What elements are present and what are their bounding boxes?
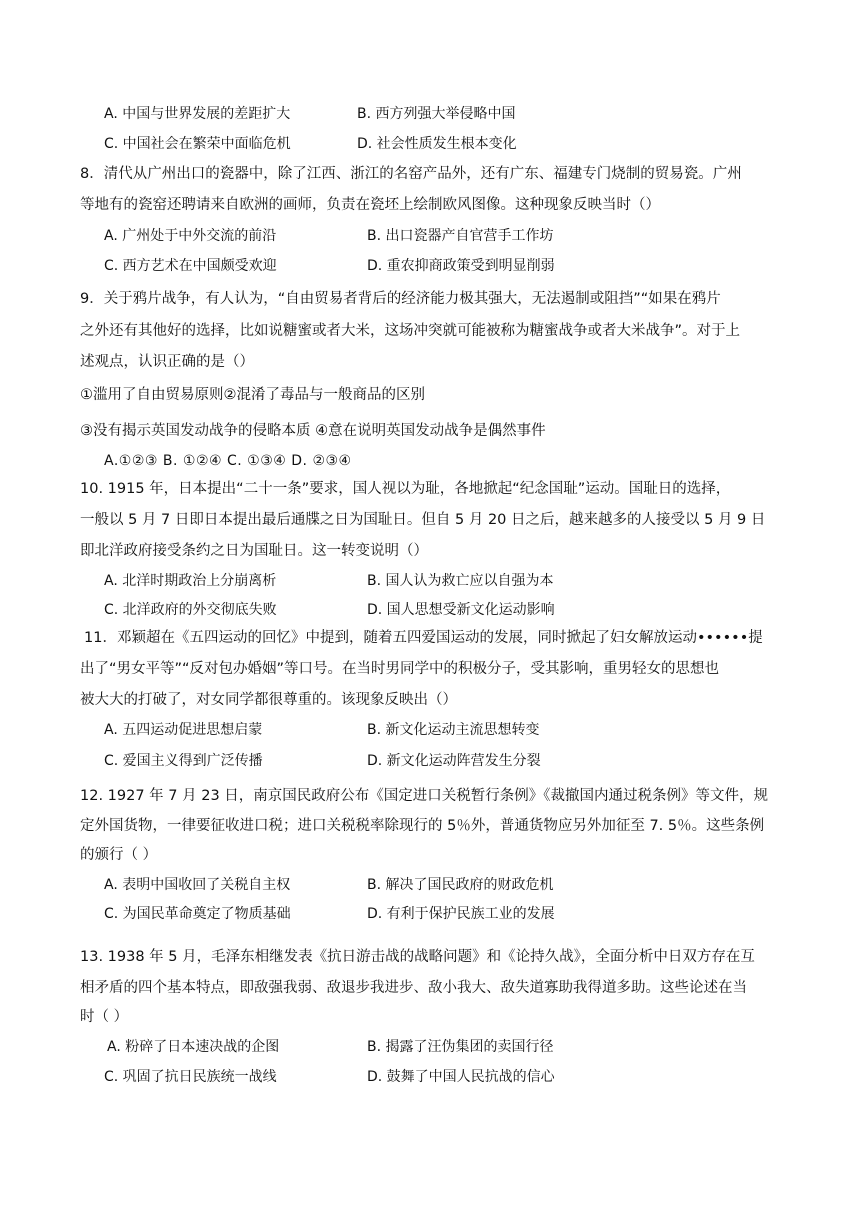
q12-option-a: A. 表明中国收回了关税自主权 bbox=[104, 877, 291, 893]
q11-stem-line2: 出了“男女平等”“反对包办婚姻”等口号。在当时男同学中的积极分子，受其影响，重男轻女的思想也 bbox=[80, 661, 720, 677]
q9-statements-1-2: ①滥用了自由贸易原则②混淆了毒品与一般商品的区别 bbox=[80, 387, 425, 403]
q12-option-c: C. 为国民革命奠定了物质基础 bbox=[104, 906, 291, 922]
q8-option-d: D. 重农抑商政策受到明显削弱 bbox=[367, 258, 555, 274]
q9-stem-line2: 之外还有其他好的选择，比如说糖蜜或者大米，这场冲突就可能被称为糖蜜战争或者大米战争”。对于上 bbox=[80, 323, 741, 339]
q12-option-d: D. 有利于保护民族工业的发展 bbox=[367, 906, 555, 922]
q11-option-c: C. 爱国主义得到广泛传播 bbox=[104, 753, 263, 769]
q13-stem-line3: 时（ ） bbox=[80, 1009, 129, 1025]
q13-stem-line2: 相矛盾的四个基本特点，即敌强我弱、敌退步我进步、敌小我大、敌失道寡助我得道多助。这些论述在当 bbox=[80, 980, 747, 996]
q13-option-a: A. 粉碎了日本速决战的企图 bbox=[107, 1039, 280, 1055]
q8-stem-line2: 等地有的瓷窑还聘请来自欧洲的画师，负责在瓷坯上绘制欧风图像。这种现象反映当时（） bbox=[80, 197, 660, 213]
q8-stem-line1: 8．清代从广州出口的瓷器中，除了江西、浙江的名窑产品外，还有广东、福建专门烧制的贸易瓷。广州 bbox=[80, 166, 742, 182]
q10-option-c: C. 北洋政府的外交彻底失败 bbox=[104, 602, 277, 618]
q10-option-a: A. 北洋时期政治上分崩离析 bbox=[104, 573, 277, 589]
q9-options: A.①②③ B. ①②④ C. ①③④ D. ②③④ bbox=[104, 453, 352, 469]
q11-stem-line3: 被大大的打破了，对女同学都很尊重的。该现象反映出（） bbox=[80, 692, 457, 708]
q12-stem-line2: 定外国货物，一律要征收进口税；进口关税税率除现行的 5％外，普通货物应另外加征至 7. 5％。这些条例 bbox=[80, 818, 765, 834]
q10-stem-line3: 即北洋政府接受条约之日为国耻日。这一转变说明（） bbox=[80, 543, 428, 559]
q11-option-d: D. 新文化运动阵营发生分裂 bbox=[367, 753, 541, 769]
q13-stem-line1: 13. 1938 年 5 月，毛泽东相继发表《抗日游击战的战略问题》和《论持久战》，全面分析中日双方存在互 bbox=[80, 949, 755, 965]
q7-option-a: A. 中国与世界发展的差距扩大 bbox=[104, 106, 291, 122]
q8-option-b: B. 出口瓷器产自官营手工作坊 bbox=[367, 228, 554, 244]
q11-option-b: B. 新文化运动主流思想转变 bbox=[367, 722, 540, 738]
q7-option-d: D. 社会性质发生根本变化 bbox=[357, 136, 517, 152]
q11-stem-line1: 11．邓颖超在《五四运动的回忆》中提到，随着五四爱国运动的发展，同时掀起了妇女解放运动••••••提 bbox=[84, 630, 763, 646]
q9-statements-3-4: ③没有揭示英国发动战争的侵略本质 ④意在说明英国发动战争是偶然事件 bbox=[80, 423, 546, 439]
q8-option-a: A. 广州处于中外交流的前沿 bbox=[104, 228, 277, 244]
q13-option-b: B. 揭露了汪伪集团的卖国行径 bbox=[367, 1039, 554, 1055]
q7-option-c: C. 中国社会在繁荣中面临危机 bbox=[104, 136, 291, 152]
q11-option-a: A. 五四运动促进思想启蒙 bbox=[104, 722, 263, 738]
q13-option-d: D. 鼓舞了中国人民抗战的信心 bbox=[367, 1069, 555, 1085]
q10-stem-line2: 一般以 5 月 7 日即日本提出最后通牒之日为国耻日。但自 5 月 20 日之后，越来越多的人接受以 5 月 9 日 bbox=[80, 512, 766, 528]
q10-stem-line1: 10. 1915 年，日本提出“二十一条”要求，国人视以为耻，各地掀起“纪念国耻”运动。国耻日的选择， bbox=[80, 481, 731, 497]
q9-stem-line1: 9．关于鸦片战争，有人认为，“自由贸易者背后的经济能力极其强大，无法遏制或阻挡”“如果在鸦片 bbox=[80, 291, 721, 307]
q10-option-d: D. 国人思想受新文化运动影响 bbox=[367, 602, 555, 618]
q7-option-b: B. 西方列强大举侵略中国 bbox=[357, 106, 516, 122]
q10-option-b: B. 国人认为救亡应以自强为本 bbox=[367, 573, 554, 589]
q12-stem-line1: 12. 1927 年 7 月 23 日，南京国民政府公布《国定进口关税暂行条例》《裁撤国内通过税条例》等文件，规 bbox=[80, 788, 769, 804]
q9-stem-line3: 述观点，认识正确的是（） bbox=[80, 354, 254, 370]
q12-stem-line3: 的颁行（ ） bbox=[80, 847, 158, 863]
q13-option-c: C. 巩固了抗日民族统一战线 bbox=[104, 1069, 277, 1085]
q8-option-c: C. 西方艺术在中国颇受欢迎 bbox=[104, 258, 277, 274]
q12-option-b: B. 解决了国民政府的财政危机 bbox=[367, 877, 554, 893]
